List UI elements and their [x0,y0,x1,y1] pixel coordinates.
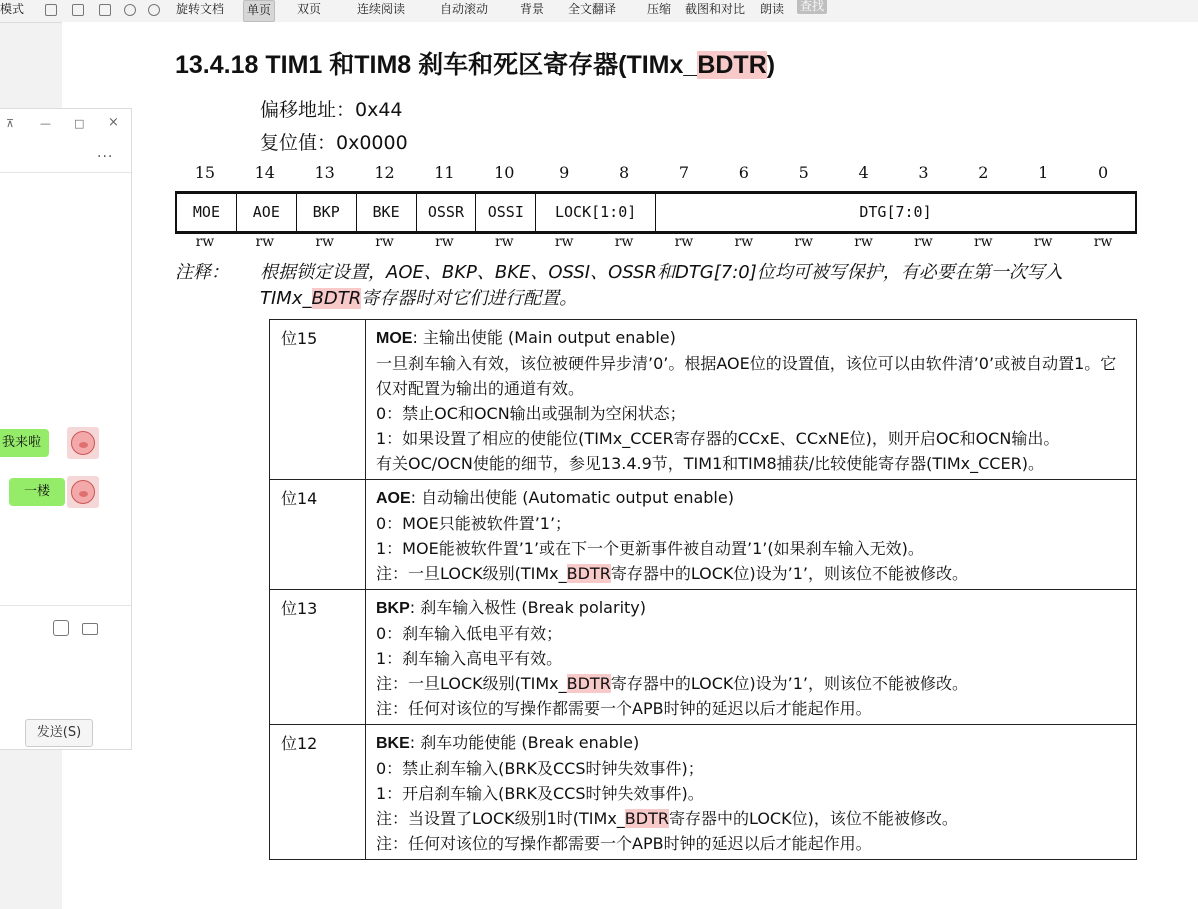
bit-number: 10 [494,163,515,182]
bit-row [270,590,1136,725]
message-bubble[interactable]: 我来啦 [0,429,49,457]
bit-row [270,725,1136,859]
search-highlight: BDTR [566,674,611,693]
pdf-page [62,22,1198,909]
bit-number: 2 [978,163,989,182]
bit-number: 1 [1038,163,1049,182]
description-line: 0：禁止刹车输入(BRK及CCS时钟失效事件)； [376,759,704,778]
maximize-icon[interactable]: □ [74,117,85,130]
bit-label: 位13 [270,590,366,724]
title-suffix: ) [766,51,776,79]
access-type: rw [1033,234,1053,250]
bit-label: 位14 [270,480,366,589]
field-name: AOE [376,490,411,507]
access-type: rw [614,234,634,250]
field-name: MOE [376,330,413,347]
toolbar-item[interactable]: 单页 [243,0,275,22]
bit-number: 3 [918,163,929,182]
avatar[interactable] [67,476,99,508]
bit-description [367,725,1136,859]
search-highlight: BDTR [697,51,767,79]
video-icon[interactable] [82,623,98,635]
minimize-icon[interactable]: — [40,117,51,130]
phone-icon[interactable] [53,620,69,636]
access-type: rw [435,234,454,250]
access-type: rw [674,234,694,250]
bit-number: 13 [314,163,335,182]
access-type: rw [195,234,215,250]
message-bubble[interactable]: 一楼 [9,478,65,506]
bit-label: 位15 [270,320,366,479]
description-line: 注：一旦LOCK级别(TIMx_BDTR寄存器中的LOCK位)设为’1’，则该位不能被修改。 [376,564,969,583]
close-icon[interactable]: × [108,115,119,130]
toolbar-item[interactable]: 背景 [520,2,545,16]
toolbar-item[interactable]: 模式 [0,2,25,16]
bit-number: 15 [194,163,216,182]
field-title: : 主输出使能 (Main output enable) [412,328,676,347]
description-line: 注：任何对该位的写操作都需要一个APB时钟的延迟以后才能起作用。 [376,699,872,718]
toolbar-item[interactable]: 查找 [797,0,827,14]
bit-number: 4 [858,163,869,182]
register-layout [175,191,1137,234]
reset-value: 复位值：0x0000 [260,132,408,154]
description-line: 1：开启刹车输入(BRK及CCS时钟失效事件)。 [376,784,704,803]
bit-number: 9 [559,163,570,182]
description-line: 1：刹车输入高电平有效。 [376,649,563,668]
description-line: 1：MOE能被软件置’1’或在下一个更新事件被自动置’1’(如果刹车输入无效)。 [376,539,924,558]
register-field: BKE [357,194,417,231]
register-field: MOE [177,194,237,231]
field-name: BKP [376,600,410,617]
field-title: : 自动输出使能 (Automatic output enable) [410,488,734,507]
chat-window [0,108,132,750]
access-type: rw [734,234,754,250]
register-field: AOE [237,194,297,231]
note-body: 根据锁定设置，AOE、BKP、BKE、OSSI、OSSR和DTG[7:0]位均可被写保护，有必要在第一次写入TIMx_BDTR寄存器时对它们进行配置。 [260,262,1063,309]
access-type: rw [375,234,394,250]
access-type: rw [1093,234,1113,250]
access-type: rw [494,234,514,250]
description-line: 注：任何对该位的写操作都需要一个APB时钟的延迟以后才能起作用。 [376,834,872,853]
bit-number: 5 [798,163,809,182]
bit-row [270,480,1136,590]
bit-number: 8 [618,163,630,182]
access-type: rw [973,234,993,250]
field-name: BKE [376,735,410,752]
bit-number: 6 [738,163,749,182]
more-icon[interactable]: ... [97,145,114,161]
bit-number: 14 [254,163,275,182]
fit-page-icon[interactable] [45,0,61,20]
pin-icon[interactable]: ⊼ [6,117,15,130]
search-highlight: BDTR [566,564,611,583]
section-title [175,45,775,81]
description-line: 0：禁止OC和OCN输出或强制为空闲状态； [376,404,686,423]
bit-number: 7 [678,163,690,182]
bit-description-table [269,319,1137,860]
bit-description [367,480,1136,589]
rotate-left-icon[interactable] [124,0,140,20]
chat-header-divider [0,172,131,173]
toolbar-item[interactable]: 全文翻译 [568,2,617,16]
toolbar-item[interactable]: 压缩 [647,2,672,16]
register-field: OSSI [476,194,536,231]
bit-description [367,590,1136,724]
field-title: : 刹车输入极性 (Break polarity) [409,598,646,617]
bit-number: 12 [374,163,395,182]
access-type: rw [854,234,873,250]
title-text: 13.4.18 TIM1 和TIM8 刹车和死区寄存器(TIMx_ [175,51,698,79]
description-line: 0：MOE只能被软件置’1’； [376,514,572,533]
rotate-right-icon[interactable] [148,0,164,20]
access-type: rw [554,234,574,250]
description-line: 注：当设置了LOCK级别1时(TIMx_BDTR寄存器中的LOCK位)，该位不能被修改。 [376,809,958,828]
bit-label: 位12 [270,725,366,859]
note-label: 注释： [175,262,229,283]
bit-row [270,320,1136,480]
description-line: 有关OC/OCN使能的细节，参见13.4.9节，TIM1和TIM8捕获/比较使能寄存器(TIMx_CCER)。 [376,454,1044,473]
zoom-out-icon[interactable] [72,0,88,20]
toolbar-item[interactable]: 截图和对比 [685,2,746,16]
bit-description [367,320,1136,479]
viewer-toolbar [0,0,1198,23]
input-divider [0,605,131,606]
zoom-in-icon[interactable] [99,0,115,20]
search-highlight: BDTR [624,809,669,828]
offset-address: 偏移地址：0x44 [260,99,403,121]
access-type: rw [255,234,275,250]
register-field: OSSR [417,194,477,231]
send-button[interactable]: 发送(S) [25,719,93,747]
toolbar-item[interactable]: 朗读 [760,2,785,16]
toolbar-item[interactable]: 双页 [297,2,322,16]
description-line: 1：如果设置了相应的使能位(TIMx_CCER寄存器的CCxE、CCxNE位)，则开启OC和OCN输出。 [376,429,1060,448]
bit-number: 0 [1097,163,1109,182]
register-field: BKP [297,194,357,231]
access-type: rw [914,234,933,250]
toolbar-item[interactable]: 自动滚动 [440,2,489,16]
description-line: 0：刹车输入低电平有效； [376,624,563,643]
description-line: 一旦刹车输入有效，该位被硬件异步清’0’。根据AOE位的设置值，该位可以由软件清’0’或被自动置1。它仅对配置为输出的通道有效。 [376,354,1117,398]
avatar[interactable] [67,427,99,459]
search-highlight: BDTR [311,288,362,309]
toolbar-item[interactable]: 连续阅读 [357,2,406,16]
register-field: LOCK[1:0] [536,194,656,231]
bit-number: 11 [434,163,455,182]
toolbar-item[interactable]: 旋转文档 [176,2,225,16]
field-title: : 刹车功能使能 (Break enable) [409,733,640,752]
description-line: 注：一旦LOCK级别(TIMx_BDTR寄存器中的LOCK位)设为’1’，则该位不能被修改。 [376,674,969,693]
access-type: rw [315,234,335,250]
register-field: DTG[7:0] [859,203,932,221]
access-type: rw [794,234,814,250]
